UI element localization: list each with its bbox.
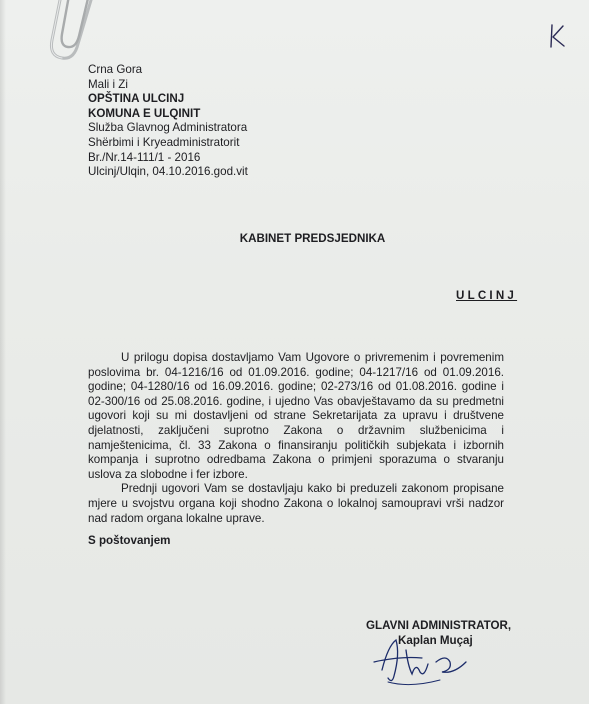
header-municipality-alt: KOMUNA E ULQINIT [88,106,201,120]
header-country: Crna Gora [88,63,143,76]
closing-salutation: S poštovanjem [88,534,171,547]
handwritten-signature [370,632,480,692]
header-reference-number: Br./Nr.14-111/1 - 2016 [88,150,201,164]
recipient-heading: KABINET PREDSJEDNIKA [239,232,386,245]
header-date: Ulcinj/Ulqin, 04.10.2016.god.vit [88,165,248,179]
letter-header [88,63,248,180]
body-paragraph-2: Prednji ugovori Vam se dostavljaju kako bi preduzeli zakonom propisane mjere u svojstvu organa koji shodno Zakona o lokalnoj samoupravi vrši nadzor nad radom organa lokalne uprave. [88,482,504,525]
header-service-alt: Shërbimi i Kryeadministratorit [88,135,240,149]
header-country-alt: Mali i Zi [88,77,128,91]
body-paragraph-1: U prilogu dopisa dostavljamo Vam Ugovore o privremenim i povremenim poslovima br. 04-1216/16 od 01.09.2016. godine; 04-1217/16 od 01.09.2016. godine; 04-1280/16 od 16.09.2016. godine; 02-273/16 od 01.08.2016. godine i 02-300/16 od 25.08.2016. godine, i ujedno Vas obavještavamo da su predmetni ugovori koji su mi dostavljeni od strane Sekretarijata za upravu i društvene djelatnosti, zaključeni suprotno Zakona o državnim službenicima i namještenicima, čl. 33 Zakona o finansiranju političkih subjekata i izbornih kompanja i suprotno odredbama Zakona o primjeni sporazuma o stvaranju uslova za slobodne i fer izbore. [88,351,504,481]
page-edge-shadow [0,0,6,704]
header-service: Služba Glavnog Administratora [88,121,248,135]
letter-body [88,351,504,526]
signatory-name: Kaplan Muçaj [398,634,473,647]
header-municipality: OPŠTINA ULCINJ [88,92,185,106]
handwritten-k-mark [546,22,568,50]
signatory-title: GLAVNI ADMINISTRATOR, [366,619,512,632]
recipient-city: ULCINJ [456,289,518,302]
